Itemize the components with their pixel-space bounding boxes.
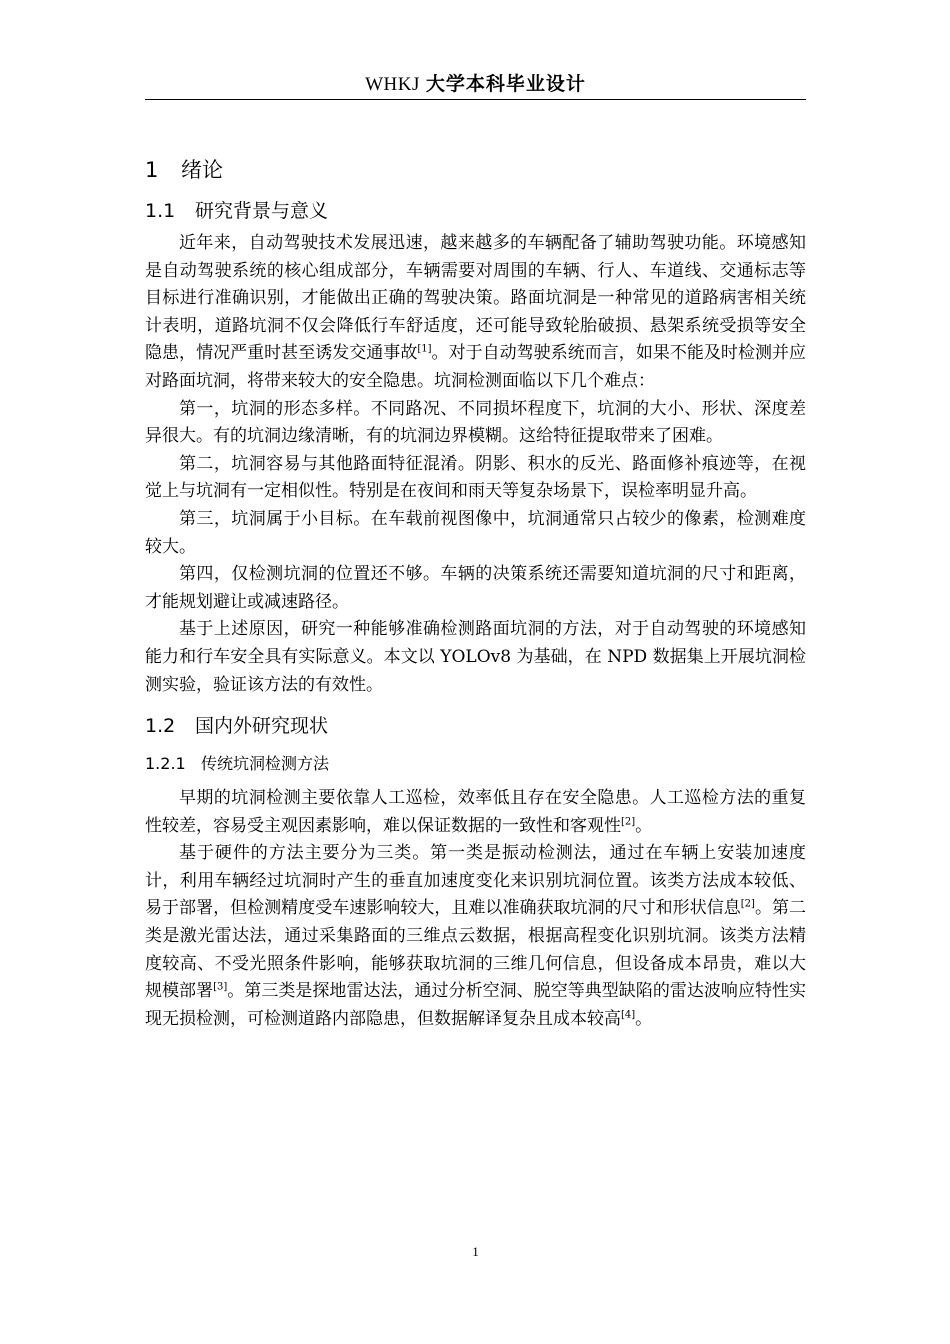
subsection-title: 传统坑洞检测方法: [201, 754, 330, 774]
document-body: [145, 150, 806, 1033]
citation-ref: [4]: [621, 1009, 636, 1021]
chapter-title: 绪论: [181, 158, 223, 182]
subsection-heading: [145, 747, 806, 781]
subsection-number: 1.2.1: [145, 754, 186, 774]
section-title: 研究背景与意义: [195, 200, 329, 222]
citation-ref: [2]: [740, 898, 755, 910]
citation-ref: [1]: [417, 343, 432, 355]
header-title: 大学本科毕业设计: [425, 73, 586, 95]
citation-ref: [2]: [621, 816, 636, 828]
paragraph: 基于硬件的方法主要分为三类。第一类是振动检测法，通过在车辆上安装加速度计，利用车辆经过坑洞时产生的垂直加速度变化来识别坑洞位置。该类方法成本较低、易于部署，但检测精度受车速影响较大，且难以准确获取坑洞的尺寸和形状信息[2]。第二类是激光雷达法，通过采集路面的三维点云数据，根据高程变化识别坑洞。该类方法精度较高、不受光照条件影响，能够获取坑洞的三维几何信息，但设备成本昂贵，难以大规模部署[3]。第三类是探地雷达法，通过分析空洞、脱空等典型缺陷的雷达波响应特性实现无损检测，可检测道路内部隐患，但数据解译复杂且成本较高[4]。: [145, 843, 807, 1029]
section-number: 1.2: [145, 715, 176, 738]
section-title: 国内外研究现状: [195, 715, 329, 738]
header-rule: [145, 99, 806, 100]
paragraph: 基于上述原因，研究一种能够准确检测路面坑洞的方法，对于自动驾驶的环境感知能力和行车安全具有实际意义。本文以 YOLOv8 为基础，在 NPD 数据集上开展坑洞检测实验，验证该方法的有效性。: [145, 619, 806, 695]
section-number: 1.1: [145, 200, 176, 222]
header-latin: WHKJ: [365, 74, 420, 95]
page-number: 1: [472, 1244, 479, 1259]
section-heading: [145, 709, 806, 743]
paragraph: 第一，坑洞的形态多样。不同路况、不同损坏程度下，坑洞的大小、形状、深度差异很大。有的坑洞边缘清晰，有的坑洞边界模糊。这给特征提取带来了困难。: [145, 398, 806, 447]
paragraph: 近年来，自动驾驶技术发展迅速，越来越多的车辆配备了辅助驾驶功能。环境感知是自动驾驶系统的核心组成部分，车辆需要对周围的车辆、行人、车道线、交通标志等目标进行准确识别，才能做出正确的驾驶决策。路面坑洞是一种常见的道路病害相关统计表明，道路坑洞不仅会降低行车舒适度，还可能导致轮胎破损、悬架系统受损等安全隐患，情况严重时甚至诱发交通事故[1]。对于自动驾驶系统而言，如果不能及时检测并应对路面坑洞，将带来较大的安全隐患。坑洞检测面临以下几个难点：: [145, 233, 807, 391]
paragraph: 第二，坑洞容易与其他路面特征混淆。阴影、积水的反光、路面修补痕迹等，在视觉上与坑洞有一定相似性。特别是在夜间和雨天等复杂场景下，误检率明显升高。: [145, 453, 806, 502]
paragraph: 早期的坑洞检测主要依靠人工巡检，效率低且存在安全隐患。人工巡检方法的重复性较差，容易受主观因素影响，难以保证数据的一致性和客观性[2]。: [145, 788, 806, 836]
page-header: [145, 72, 806, 97]
paragraph: 第四，仅检测坑洞的位置还不够。车辆的决策系统还需要知道坑洞的尺寸和距离，才能规划避让或减速路径。: [145, 564, 806, 612]
chapter-number: 1: [145, 158, 159, 182]
citation-ref: [3]: [213, 981, 228, 993]
section-heading: [145, 194, 806, 228]
chapter-heading: [145, 150, 806, 190]
paragraph: 第三，坑洞属于小目标。在车载前视图像中，坑洞通常只占较少的像素，检测难度较大。: [145, 508, 806, 557]
